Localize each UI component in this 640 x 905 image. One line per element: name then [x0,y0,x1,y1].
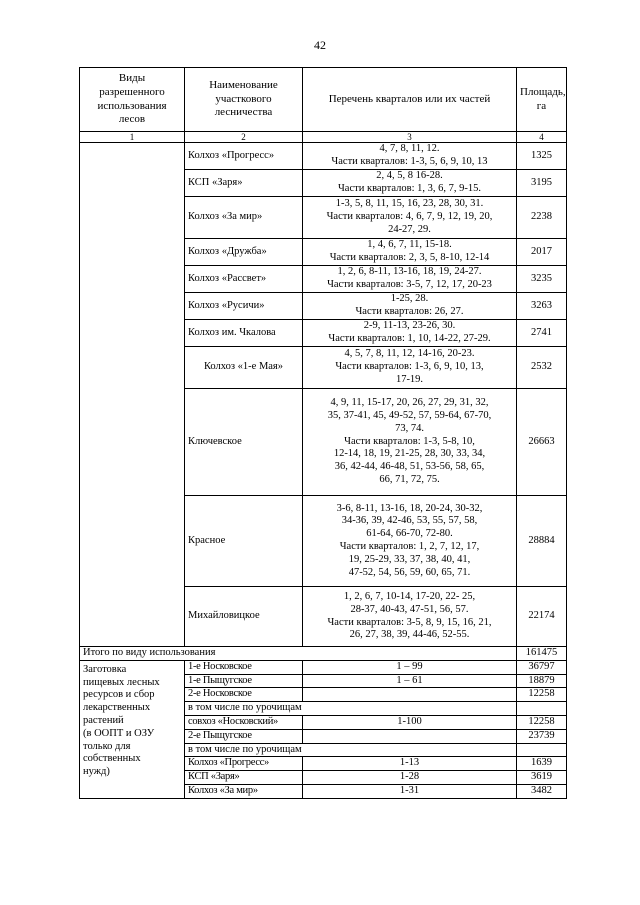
area-value: 18879 [517,674,567,688]
forestry-name: Колхоз «Рассвет» [185,266,303,293]
quarters-line: 28-37, 40-43, 47-51, 56, 57. [350,603,469,615]
area-value: 26663 [517,389,567,496]
forestry-name: 2-е Пыщугское [185,729,303,743]
quarters-list [303,293,517,320]
area-value: 2238 [517,197,567,239]
use-type-line: лекарственных [83,702,151,714]
quarters-line: 1-25, 28. [390,293,429,305]
header-forestry-name: Наименование участкового лесничества [185,68,303,132]
quarters-line: 1-3, 5, 8, 11, 15, 16, 23, 28, 30, 31. [335,198,484,210]
area-value: 2017 [517,239,567,266]
use-type-line: только для [83,740,131,752]
header-area: Площадь, га [517,68,567,132]
quarters-line: 73, 74. [395,422,424,434]
quarters-line: Части кварталов: 1, 10, 14-22, 27-29. [328,333,491,344]
quarters-line: 1, 2, 6, 7, 10-14, 17-20, 22- 25, [343,590,476,602]
forestry-name: совхоз «Носковский» [185,715,303,729]
area-value: 28884 [517,496,567,587]
column-number-row [80,132,567,143]
quarters-list [303,587,517,647]
quarters-line: 1, 2, 6, 8-11, 13-16, 18, 19, 24-27. [337,266,482,278]
column-number: 1 [80,132,185,143]
forestry-name: КСП «Заря» [185,170,303,197]
use-type-line: Заготовка [83,663,127,675]
forestry-name: 1-е Пыщугское [185,674,303,688]
quarters-list [303,496,517,587]
quarters-line: 3-6, 8-11, 13-16, 18, 20-24, 30-32, [336,502,483,514]
area-value: 1325 [517,143,567,170]
quarters-range: 1 – 61 [303,674,517,688]
quarters-line: 34-36, 39, 42-46, 53, 55, 57, 58, [341,515,478,527]
quarters-line: Части кварталов: 1-3, 5-8, 10, [344,435,475,447]
use-type-cell [80,660,185,798]
quarters-list [303,347,517,389]
forestry-name: 1-е Носковское [185,660,303,674]
quarters-list [303,266,517,293]
quarters-line: Части кварталов: 2, 3, 5, 8-10, 12-14 [329,252,490,263]
page-number: 42 [314,38,326,52]
forestry-name: Колхоз «Русичи» [185,293,303,320]
quarters-range [303,688,517,702]
use-type-line: нужд) [83,766,110,778]
quarters-line: Части кварталов: 26, 27. [355,306,464,317]
area-value: 36797 [517,660,567,674]
forestry-name: 2-е Носковское [185,688,303,702]
quarters-list [303,197,517,239]
area-value-empty [517,702,567,716]
area-value: 2741 [517,320,567,347]
quarters-line: 4, 9, 11, 15-17, 20, 26, 27, 29, 31, 32, [330,397,489,409]
forest-use-table [79,67,567,799]
quarters-line: 2, 4, 5, 8 16-28. [376,170,443,182]
forestry-name: Колхоз «За мир» [185,784,303,798]
quarters-list [303,143,517,170]
quarters-line: Части кварталов: 4, 6, 7, 9, 12, 19, 20, [326,211,493,223]
quarters-line: 17-19. [395,373,424,385]
area-value: 23739 [517,729,567,743]
total-row [80,647,567,661]
area-value: 2532 [517,347,567,389]
forestry-name: Красное [185,496,303,587]
use-type-cell-empty [80,143,185,647]
forestry-name: КСП «Заря» [185,771,303,785]
quarters-line: 4, 5, 7, 8, 11, 12, 14-16, 20-23. [344,348,475,360]
quarters-line: Части кварталов: 1-3, 5, 6, 9, 10, 13 [331,156,488,167]
total-area: 161475 [517,647,567,661]
forestry-name: Колхоз им. Чкалова [185,320,303,347]
quarters-line: Части кварталов: 3-5, 8, 9, 15, 16, 21, [327,616,492,628]
quarters-line: 35, 37-41, 45, 49-52, 57, 59-64, 67-70, [327,410,492,421]
header-use-type: Виды разрешенного использования лесов [80,68,185,132]
quarters-line: 66, 71, 72, 75. [379,473,440,485]
use-type-line: растений [83,714,124,726]
use-type-line: собственных [83,753,141,765]
quarters-line: 61-64, 66-70, 72-80. [366,528,453,540]
quarters-line: 36, 42-44, 46-48, 51, 53-56, 58, 65, [334,461,485,473]
quarters-line: 26, 27, 38, 39, 44-46, 52-55. [349,629,470,641]
quarters-line: Части кварталов: 1-3, 6, 9, 10, 13, [335,361,484,373]
quarters-range: 1 – 99 [303,660,517,674]
quarters-list [303,239,517,266]
area-value: 1639 [517,757,567,771]
quarters-line: 4, 7, 8, 11, 12. [379,143,440,155]
area-value: 12258 [517,688,567,702]
header-row [80,68,567,132]
area-value: 3263 [517,293,567,320]
area-value: 22174 [517,587,567,647]
column-number: 2 [185,132,303,143]
quarters-list [303,320,517,347]
forestry-name: Колхоз «Прогресс» [185,143,303,170]
forestry-name: Колхоз «За мир» [185,197,303,239]
quarters-range: 1-13 [303,757,517,771]
quarters-range: 1-28 [303,771,517,785]
quarters-range: 1-100 [303,715,517,729]
forestry-name: Михайловицкое [185,587,303,647]
subsection-label: в том числе по урочищам [185,702,517,716]
quarters-line: 2-9, 11-13, 23-26, 30. [363,320,456,332]
quarters-range: 1-31 [303,784,517,798]
quarters-line: 19, 25-29, 33, 37, 38, 40, 41, [348,553,471,565]
forestry-name: Колхоз «Дружба» [185,239,303,266]
column-number: 3 [303,132,517,143]
quarters-range [303,729,517,743]
use-type-line: ресурсов и сбор [83,689,155,701]
subsection-label: в том числе по урочищам [185,743,517,757]
header-quarters-list: Перечень кварталов или их частей [303,68,517,132]
forestry-name: Колхоз «1-е Мая» [185,347,303,389]
table-row [80,660,567,674]
table-row [80,143,567,170]
quarters-list [303,170,517,197]
quarters-line: Части кварталов: 3-5, 7, 12, 17, 20-23 [327,279,492,290]
area-value: 3619 [517,771,567,785]
quarters-line: 24-27, 29. [388,223,431,235]
quarters-line: 12-14, 18, 19, 21-25, 28, 30, 33, 34, [333,448,486,460]
quarters-line: Части кварталов: 1, 3, 6, 7, 9-15. [337,183,481,194]
quarters-line: 1, 4, 6, 7, 11, 15-18. [367,239,452,251]
table-body [80,143,567,799]
area-value: 12258 [517,715,567,729]
total-label: Итого по виду использования [80,647,517,661]
forestry-name: Колхоз «Прогресс» [185,757,303,771]
column-number: 4 [517,132,567,143]
area-value-empty [517,743,567,757]
quarters-line: Части кварталов: 1, 2, 7, 12, 17, [339,541,480,552]
forestry-name: Ключевское [185,389,303,496]
area-value: 3235 [517,266,567,293]
quarters-line: 47-52, 54, 56, 59, 60, 65, 71. [348,566,471,578]
area-value: 3482 [517,784,567,798]
use-type-line: (в ООПТ и ОЗУ [83,727,155,739]
area-value: 3195 [517,170,567,197]
use-type-line: пищевых лесных [83,676,160,688]
quarters-list [303,389,517,496]
